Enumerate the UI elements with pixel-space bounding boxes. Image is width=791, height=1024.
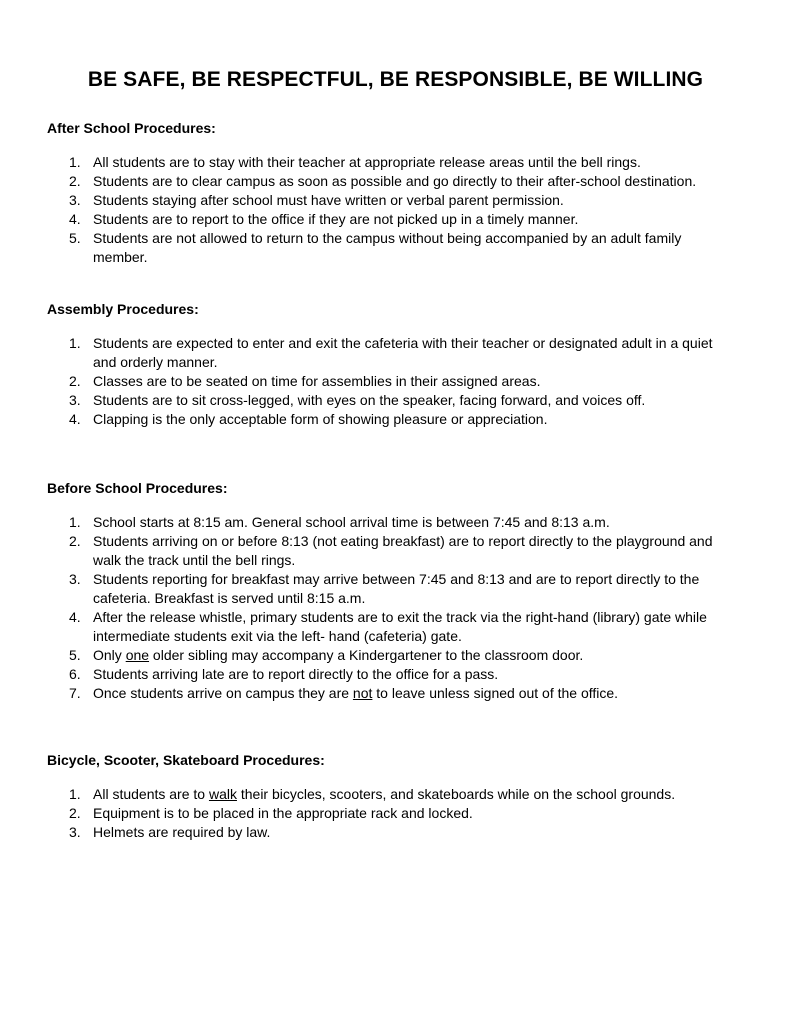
item-number: 1. <box>69 514 81 530</box>
item-text: School starts at 8:15 am. General school arrival time is between 7:45 and 8:13 a.m. <box>93 514 610 530</box>
item-number: 2. <box>69 173 81 189</box>
item-number: 4. <box>69 411 81 427</box>
item-text-underlined: not <box>352 685 373 701</box>
item-number: 5. <box>69 647 81 663</box>
item-text-underlined: walk <box>208 786 237 802</box>
procedure-list <box>47 513 737 703</box>
list-item <box>47 172 737 191</box>
item-number: 3. <box>69 192 81 208</box>
item-text: Students are not allowed to return to the campus without being accompanied by an adult family member. <box>93 230 682 265</box>
item-number: 3. <box>69 571 81 587</box>
assembly-section <box>47 301 737 429</box>
item-text: Students are to report to the office if they are not picked up in a timely manner. <box>93 211 579 227</box>
list-item <box>47 372 737 391</box>
list-item <box>47 608 737 646</box>
item-text-pre: All students are to <box>93 786 209 802</box>
item-number: 2. <box>69 533 81 549</box>
item-text: Students arriving late are to report directly to the office for a pass. <box>93 666 499 682</box>
list-item <box>47 191 737 210</box>
item-text: All students are to stay with their teacher at appropriate release areas until the bell rings. <box>93 154 641 170</box>
page-title: BE SAFE, BE RESPECTFUL, BE RESPONSIBLE, BE WILLING <box>87 68 704 91</box>
item-text: After the release whistle, primary students are to exit the track via the right-hand (library) gate while intermediate students exit via the left- hand (cafeteria) gate. <box>93 609 707 644</box>
item-text: Students staying after school must have written or verbal parent permission. <box>93 192 564 208</box>
item-text: Students are expected to enter and exit the cafeteria with their teacher or designated adult in a quiet and orderly manner. <box>93 335 713 370</box>
section-heading: Bicycle, Scooter, Skateboard Procedures: <box>47 752 325 768</box>
item-number: 2. <box>69 805 81 821</box>
list-item <box>47 665 737 684</box>
item-number: 4. <box>69 609 81 625</box>
item-number: 1. <box>69 154 81 170</box>
list-item <box>47 153 737 172</box>
item-text: Clapping is the only acceptable form of showing pleasure or appreciation. <box>93 411 548 427</box>
section-heading: Assembly Procedures: <box>47 301 199 317</box>
section-heading: After School Procedures: <box>47 120 216 136</box>
item-text: Students are to sit cross-legged, with eyes on the speaker, facing forward, and voices off. <box>93 392 646 408</box>
procedure-list <box>47 153 737 267</box>
item-text: Students reporting for breakfast may arrive between 7:45 and 8:13 and are to report directly to the cafeteria. Breakfast is served until 8:15 a.m. <box>93 571 700 606</box>
item-text: Classes are to be seated on time for assemblies in their assigned areas. <box>93 373 541 389</box>
item-number: 5. <box>69 230 81 246</box>
list-item <box>47 210 737 229</box>
item-number: 1. <box>69 335 81 351</box>
procedure-list <box>47 785 737 842</box>
list-item <box>47 684 737 703</box>
section-heading: Before School Procedures: <box>47 480 228 496</box>
list-item <box>47 785 737 804</box>
list-item <box>47 229 737 267</box>
item-text: Helmets are required by law. <box>93 824 271 840</box>
item-text: Students arriving on or before 8:13 (not eating breakfast) are to report directly to the playground and walk the track until the bell rings. <box>93 533 713 568</box>
item-number: 4. <box>69 211 81 227</box>
item-number: 6. <box>69 666 81 682</box>
list-item <box>47 532 737 570</box>
list-item <box>47 410 737 429</box>
list-item <box>47 513 737 532</box>
item-text-pre: Only <box>93 647 126 663</box>
list-item <box>47 570 737 608</box>
item-text: Equipment is to be placed in the appropriate rack and locked. <box>93 805 473 821</box>
item-text-underlined: one <box>125 647 150 663</box>
bicycle-section <box>47 752 737 842</box>
list-item <box>47 391 737 410</box>
item-number: 2. <box>69 373 81 389</box>
item-number: 7. <box>69 685 81 701</box>
item-text-pre: Once students arrive on campus they are <box>93 685 353 701</box>
item-number: 1. <box>69 786 81 802</box>
item-text-post: older sibling may accompany a Kindergartener to the classroom door. <box>149 647 584 663</box>
list-item <box>47 646 737 665</box>
after-school-section <box>47 120 737 267</box>
procedure-list <box>47 334 737 429</box>
item-number: 3. <box>69 392 81 408</box>
before-school-section <box>47 480 737 703</box>
item-text-post: their bicycles, scooters, and skateboards while on the school grounds. <box>236 786 676 802</box>
item-number: 3. <box>69 824 81 840</box>
list-item <box>47 334 737 372</box>
item-text-post: to leave unless signed out of the office. <box>372 685 619 701</box>
list-item <box>47 804 737 823</box>
list-item <box>47 823 737 842</box>
item-text: Students are to clear campus as soon as possible and go directly to their after-school destination. <box>93 173 697 189</box>
